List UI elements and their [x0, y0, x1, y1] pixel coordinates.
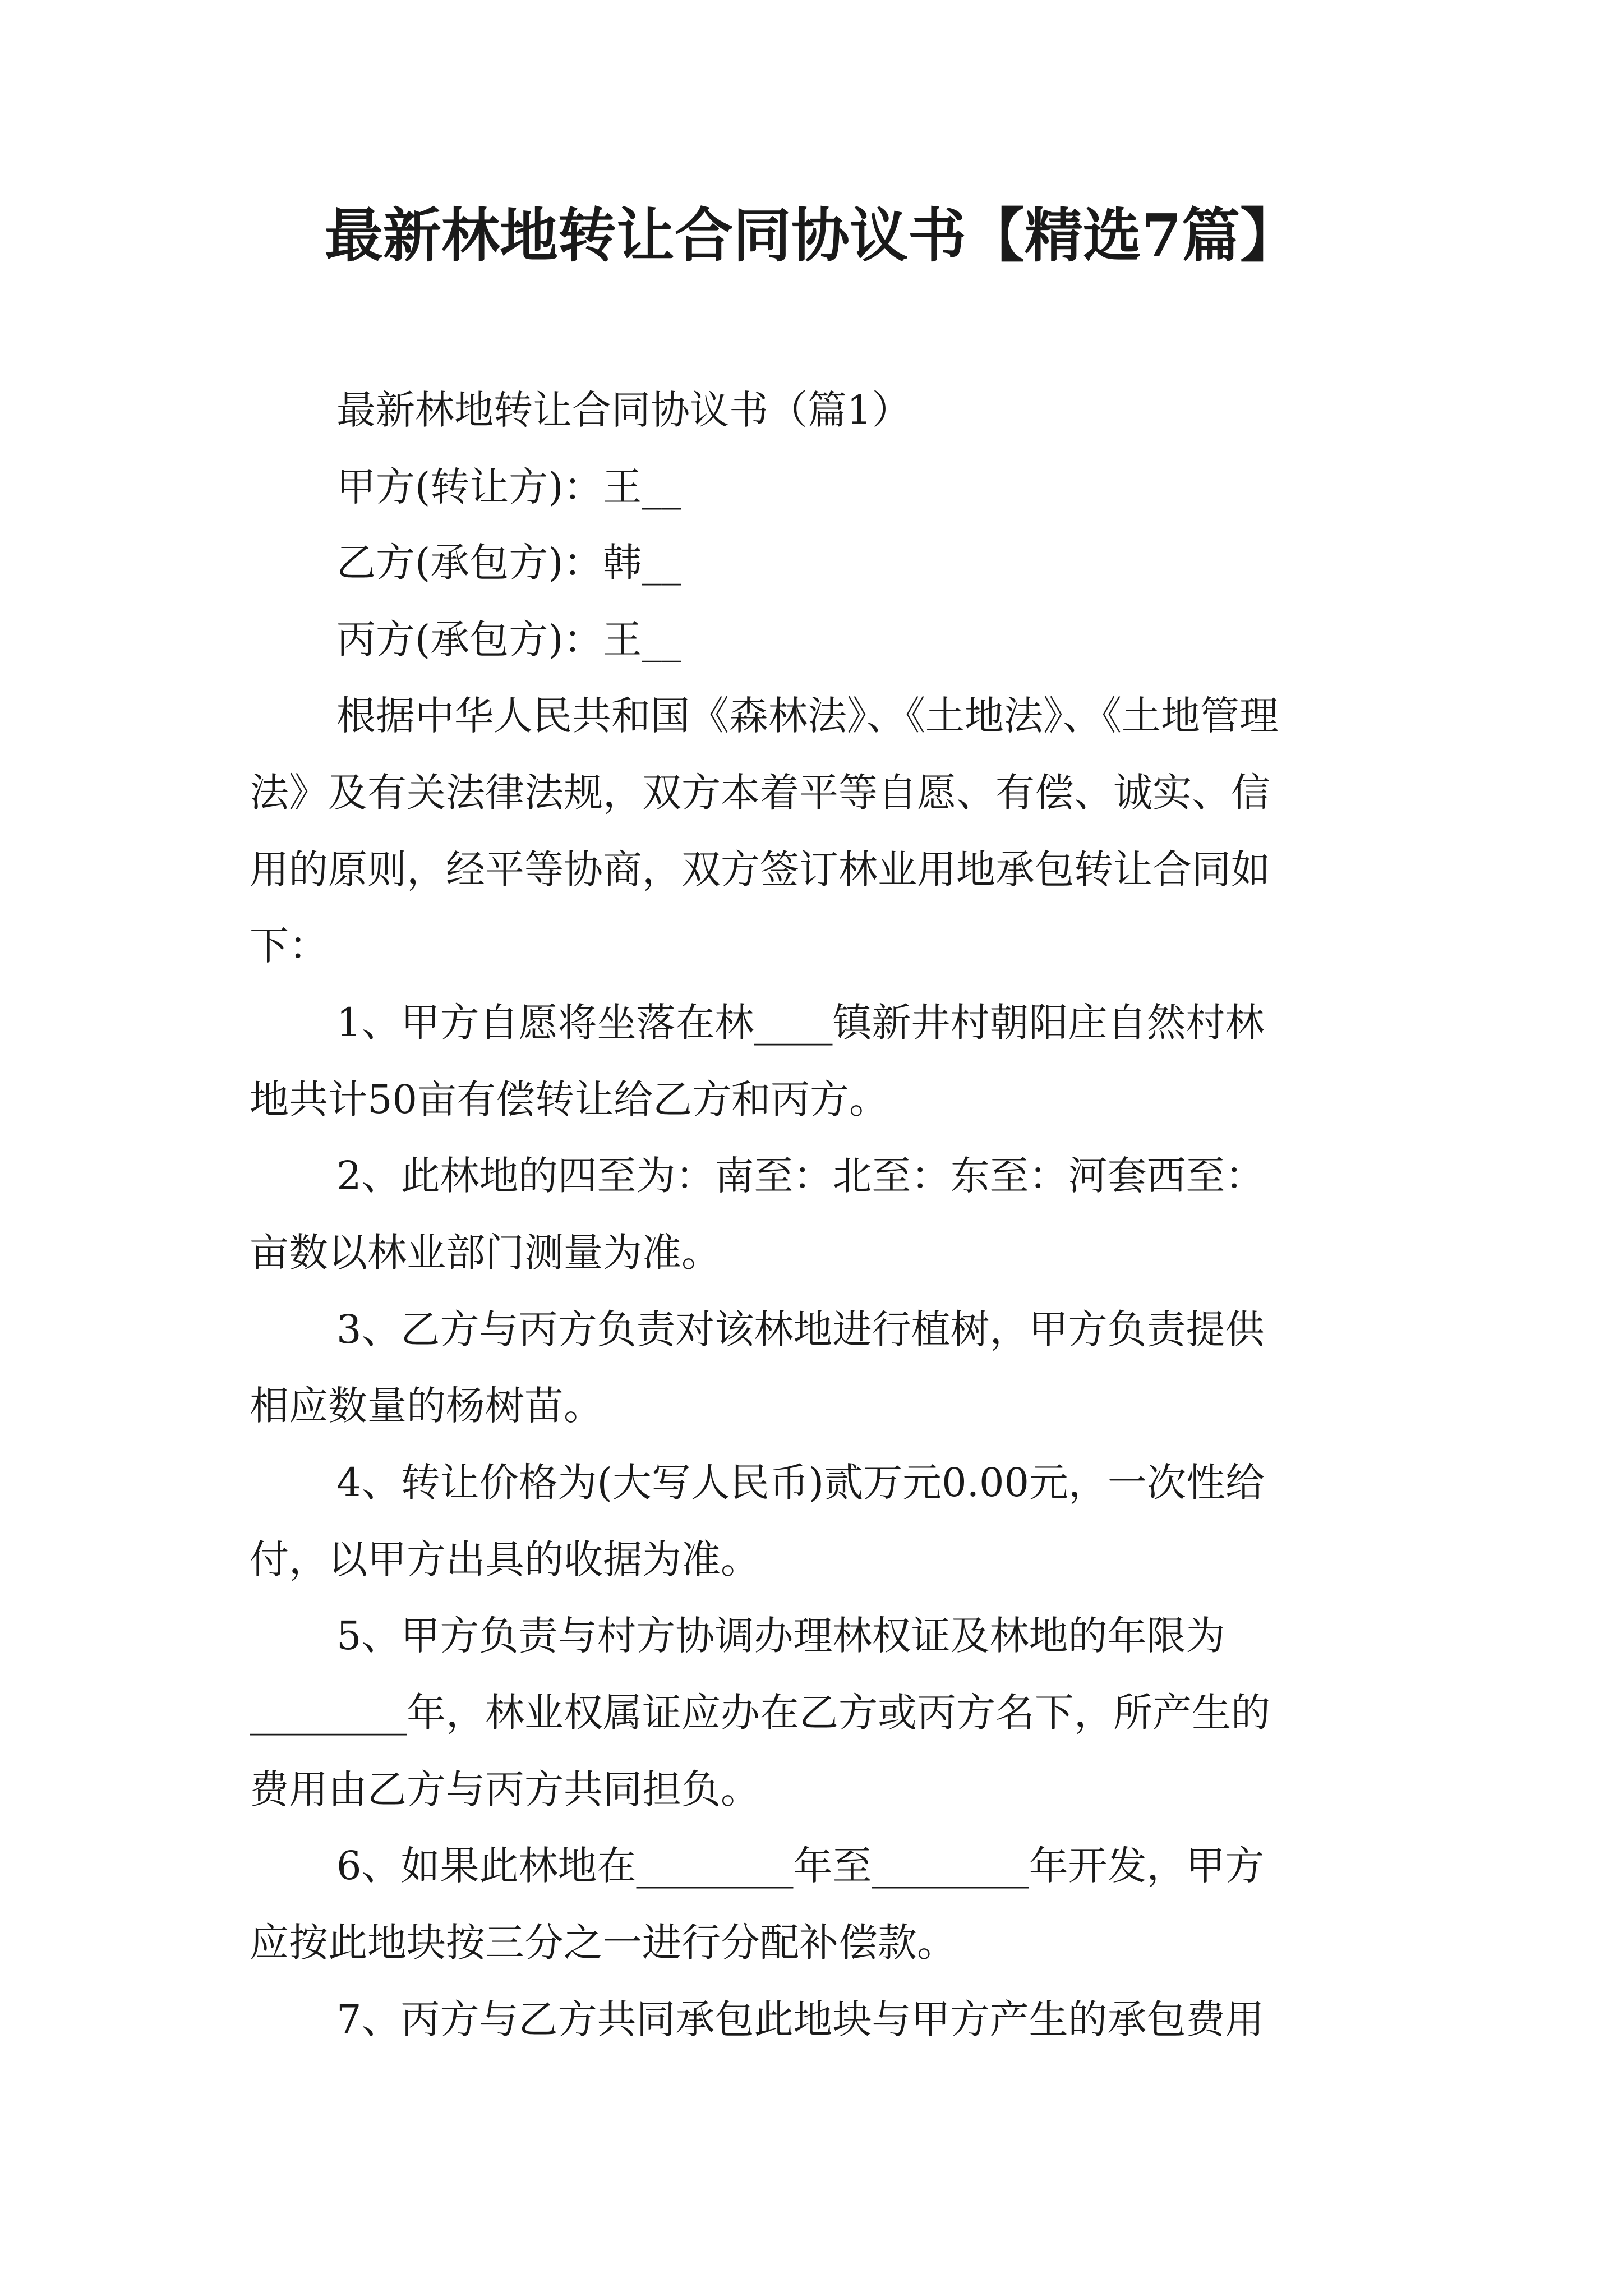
clause-line: 2、此林地的四至为：南至：北至：东至：河套西至： [336, 1153, 1265, 1199]
paragraph-line: 用的原则，经平等协商，双方签订林业用地承包转让合同如 [250, 846, 1270, 892]
clause-line: 7、丙方与乙方共同承包此地块与甲方产生的承包费用 [336, 1996, 1265, 2042]
clause-line: 付，以甲方出具的收据为准。 [250, 1536, 760, 1582]
clause-line: 费用由乙方与丙方共同担负。 [250, 1766, 760, 1812]
clause-line: 亩数以林业部门测量为准。 [250, 1230, 721, 1276]
clause-line: 相应数量的杨树苗。 [250, 1383, 603, 1429]
clause-line: 1、甲方自愿将坐落在林____镇新井村朝阳庄自然村林 [336, 1000, 1265, 1046]
clause-line: 4、转让价格为(大写人民币)贰万元0.00元，一次性给 [336, 1460, 1265, 1506]
clause-line: 3、乙方与丙方负责对该林地进行植树，甲方负责提供 [336, 1306, 1265, 1352]
party-c-line: 丙方(承包方)：王__ [336, 616, 681, 662]
clause-line: 6、如果此林地在________年至________年开发，甲方 [336, 1843, 1265, 1889]
clause-line: 地共计50亩有偿转让给乙方和丙方。 [250, 1076, 889, 1122]
paragraph-line: 法》及有关法律法规，双方本着平等自愿、有偿、诚实、信 [250, 770, 1270, 816]
party-b-line: 乙方(承包方)：韩__ [336, 540, 681, 586]
paragraph-line: 根据中华人民共和国《森林法》、《土地法》、《土地管理 [336, 693, 1279, 739]
clause-line: 5、甲方负责与村方协调办理林权证及林地的年限为 [336, 1613, 1225, 1659]
document-title: 最新林地转让合同协议书【精选7篇】 [324, 201, 1299, 270]
clause-line: ________年，林业权属证应办在乙方或丙方名下，所产生的 [250, 1690, 1270, 1736]
party-a-line: 甲方(转让方)：王__ [336, 464, 681, 510]
paragraph-line: 下： [250, 923, 328, 969]
section-heading: 最新林地转让合同协议书（篇1） [336, 387, 911, 433]
clause-line: 应按此地块按三分之一进行分配补偿款。 [250, 1920, 956, 1966]
